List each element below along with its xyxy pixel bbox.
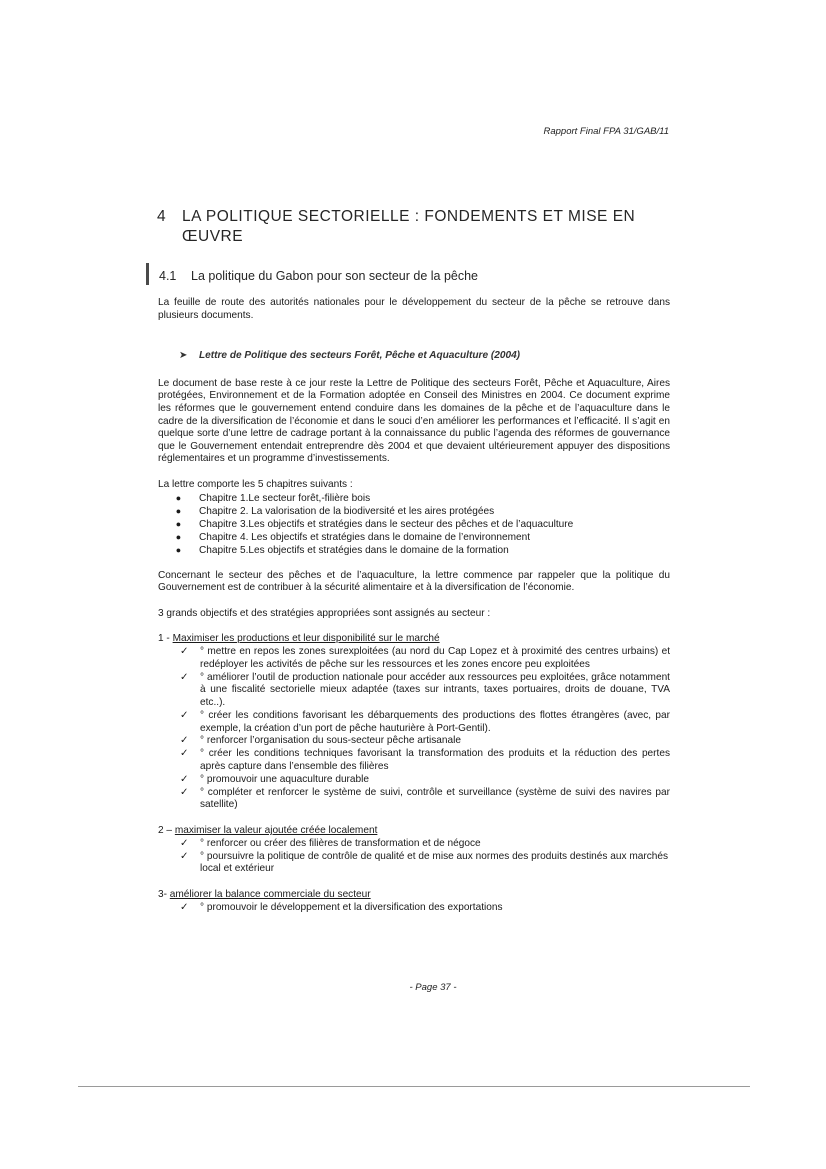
chapter-text: Chapitre 4. Les objectifs et stratégies dans le domaine de l’environnement <box>199 531 531 543</box>
list-item <box>158 838 670 851</box>
checkmark-icon: ✓ <box>180 748 189 760</box>
objective-prefix: 1 - <box>158 633 173 645</box>
bullet-icon: ● <box>175 544 182 555</box>
list-item <box>158 787 670 813</box>
list-item <box>158 492 670 505</box>
page-body <box>158 207 670 915</box>
checkmark-icon: ✓ <box>180 786 189 798</box>
objective-items <box>158 902 670 915</box>
list-item <box>158 710 670 736</box>
list-item <box>158 748 670 774</box>
report-reference: Rapport Final FPA 31/GAB/11 <box>543 126 669 137</box>
section-heading <box>157 207 670 246</box>
item-text: ° créer les conditions favorisant les débarquements des productions des flottes étrangères (avec, par exemple, la création d’un port de pêche hauturière à Port-Gentil). <box>200 709 670 734</box>
item-text: ° renforcer ou créer des filières de transformation et de négoce <box>200 837 481 849</box>
checkmark-icon: ✓ <box>180 709 189 721</box>
checkmark-icon: ✓ <box>180 901 189 913</box>
objective-heading <box>158 889 670 902</box>
intro-paragraph: La feuille de route des autorités nationales pour le développement du secteur de la pêche se retrouve dans plusieurs documents. <box>158 297 670 321</box>
objective-heading <box>158 825 670 838</box>
item-text: ° promouvoir une aquaculture durable <box>200 773 370 785</box>
list-item <box>158 544 670 557</box>
item-text: ° mettre en repos les zones surexploitées (au nord du Cap Lopez et à proximité des centres urbains) et redéployer les activités de pêche sur les ressources et les zones encore peu exploitées <box>200 645 670 670</box>
subsection-number: 4.1 <box>159 269 177 283</box>
letter-heading <box>179 350 670 363</box>
letter-body-paragraph: Le document de base reste à ce jour reste la Lettre de Politique des secteurs Forêt, Pêche et Aquaculture, Aires protégées, Environnement et de la Formation adoptée en Conseil des Ministres en 2004. Ce document exprime les réformes que le gouvernement entend conduire dans les domaines de la pêche et de l’aquaculture dans le cadre de la diversification de l’économie et dans le souci d’en améliorer les performances et l’efficacité. Il s’agit en quelque sorte d’une lettre de cadrage portant à la connaissance du public l’agenda des réformes de gouvernance que le Gouvernement entendait entreprendre dès 2004 et que devaient ultérieurement appuyer des dispositions réglementaires et un programme d’investissements. <box>158 377 670 465</box>
checkmark-icon: ✓ <box>180 645 189 657</box>
list-item <box>158 851 670 877</box>
section-title: LA POLITIQUE SECTORIELLE : FONDEMENTS ET MISE EN ŒUVRE <box>182 208 636 245</box>
subsection-heading <box>158 269 670 283</box>
list-item <box>158 902 670 915</box>
checkmark-icon: ✓ <box>180 735 189 747</box>
chapter-text: Chapitre 2. La valorisation de la biodiversité et les aires protégées <box>199 505 495 517</box>
chapter-text: Chapitre 3.Les objectifs et stratégies dans le secteur des pêches et de l’aquaculture <box>199 518 574 530</box>
objectives-intro: 3 grands objectifs et des stratégies appropriées sont assignés au secteur : <box>158 607 491 619</box>
checkmark-icon: ✓ <box>180 850 189 862</box>
checkmark-icon: ✓ <box>180 837 189 849</box>
list-item <box>158 672 670 710</box>
objective-prefix: 2 – <box>158 825 175 837</box>
objective-items <box>158 838 670 876</box>
list-item <box>158 774 670 787</box>
objective-heading <box>158 633 670 646</box>
objective-title: Maximiser les productions et leur disponibilité sur le marché <box>172 633 440 645</box>
subsection-title: La politique du Gabon pour son secteur de la pêche <box>191 269 479 283</box>
section-number: 4 <box>157 208 167 225</box>
bullet-icon: ● <box>175 492 182 503</box>
item-text: ° poursuivre la politique de contrôle de qualité et de mise aux normes des produits destinés aux marchés local et extérieur <box>200 850 669 875</box>
objective-title: maximiser la valeur ajoutée créée localement <box>174 825 378 837</box>
list-item <box>158 505 670 518</box>
bullet-icon: ● <box>175 505 182 516</box>
chapter-text: Chapitre 5.Les objectifs et stratégies dans le domaine de la formation <box>199 544 509 556</box>
item-text: ° promouvoir le développement et la diversification des exportations <box>200 901 503 913</box>
item-text: ° compléter et renforcer le système de suivi, contrôle et surveillance (système de suivi des navires par satellite) <box>200 786 670 811</box>
objective-items <box>158 646 670 812</box>
concerning-paragraph: Concernant le secteur des pêches et de l’aquaculture, la lettre commence par rappeler que la politique du Gouvernement est de contribuer à la sécurité alimentaire et à la diversification de l’économie. <box>158 569 670 594</box>
list-item <box>158 735 670 748</box>
item-text: ° créer les conditions techniques favorisant la transformation des produits et la réduction des pertes après capture dans l’ensemble des filières <box>200 748 670 773</box>
list-item <box>158 531 670 544</box>
objective-title: améliorer la balance commerciale du secteur <box>169 889 371 901</box>
checkmark-icon: ✓ <box>180 773 189 785</box>
page-number: - Page 37 - <box>409 982 457 993</box>
heading-bar <box>146 263 149 285</box>
list-item <box>158 646 670 672</box>
chapters-intro: La lettre comporte les 5 chapitres suivants : <box>158 478 353 490</box>
chapter-text: Chapitre 1.Le secteur forêt,-filière bois <box>199 492 371 504</box>
bullet-icon: ● <box>175 531 182 542</box>
arrow-right-icon: ➤ <box>179 350 188 362</box>
letter-heading-text: Lettre de Politique des secteurs Forêt, Pêche et Aquaculture (2004) <box>199 350 521 362</box>
checkmark-icon: ✓ <box>180 671 189 683</box>
list-item <box>158 518 670 531</box>
objective-prefix: 3- <box>158 889 170 901</box>
chapter-list <box>158 492 670 557</box>
bullet-icon: ● <box>175 518 182 529</box>
item-text: ° renforcer l’organisation du sous-secteur pêche artisanale <box>200 735 462 747</box>
item-text: ° améliorer l’outil de production nationale pour accéder aux ressources peu exploitées, grâce notamment à une fiscalité sectorielle mieux adaptée (taxes sur intrants, taxes portuaires, droits de douane, TVA etc..). <box>200 671 670 709</box>
footer-divider <box>78 1086 750 1087</box>
